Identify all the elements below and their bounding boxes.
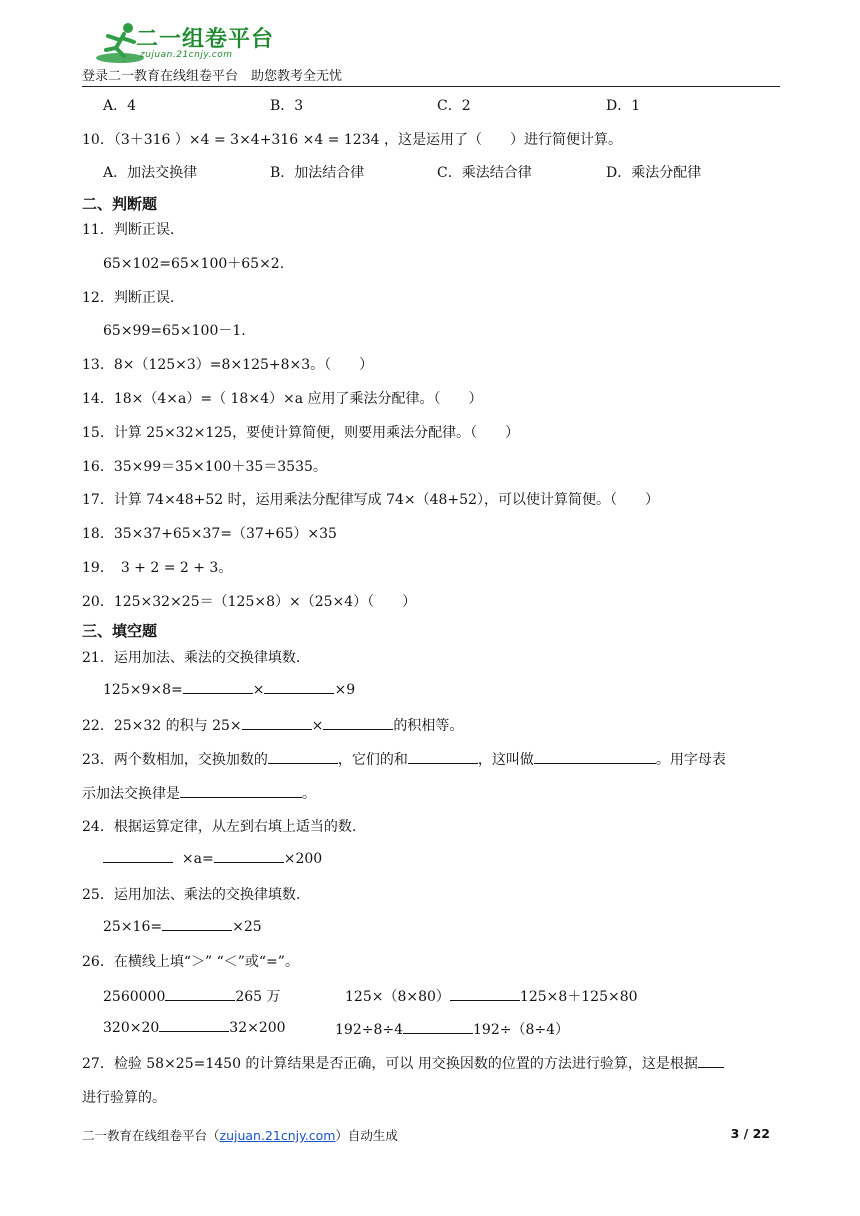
q26-text: 26．在横线上填“＞” “＜”或“=”。	[82, 954, 299, 970]
answer-blank[interactable]	[534, 751, 656, 764]
q10-text: 10．（3＋316 ）×4 = 3×4+316 ×4 = 1234 ，这是运用了（ ）进行简便计算。	[82, 132, 622, 148]
q23-part: 示加法交换律是	[82, 786, 180, 802]
q23-part: 。用字母表	[655, 752, 726, 768]
q21-expression	[103, 681, 355, 698]
page-footer	[82, 1126, 780, 1144]
q15-text: 15．计算 25×32×125，要使计算简便，则要用乘法分配律。（ ）	[82, 425, 520, 441]
answer-blank[interactable]	[165, 988, 235, 1001]
q26-part: 32×200	[229, 1020, 286, 1036]
q23-part: 。	[302, 786, 316, 802]
q18-text: 18．35×37+65×37=（37+65）×35	[82, 526, 337, 542]
q17-text: 17．计算 74×48+52 时，运用乘法分配律写成 74×（48+52），可以使计算简便。（ ）	[82, 492, 659, 508]
answer-blank[interactable]	[162, 918, 232, 931]
q21-part: ×	[252, 682, 265, 698]
q23-part: 23．两个数相加，交换加数的	[82, 752, 268, 768]
header-slogan: 登录二一教育在线组卷平台 助您教考全无忧	[82, 69, 343, 84]
q21-part: ×9	[334, 682, 356, 698]
q12-text: 12．判断正误.	[82, 290, 175, 306]
answer-blank[interactable]	[698, 1055, 724, 1068]
q10-option-c: C．乘法结合律	[437, 165, 532, 181]
q9-option-b: B．3	[270, 98, 304, 114]
q26-item-a	[103, 986, 281, 1006]
logo-text: 二一组卷平台	[136, 27, 275, 52]
q23-part: ，它们的和	[337, 752, 408, 768]
q22-part: 的积相等。	[393, 718, 464, 734]
q10-option-d: D．乘法分配律	[606, 165, 702, 181]
q25-expression	[103, 918, 262, 935]
q20-text: 20．125×32×25＝（125×8）×（25×4）（ ）	[82, 594, 417, 610]
answer-blank[interactable]	[214, 850, 284, 863]
answer-blank[interactable]	[323, 717, 393, 730]
q26-item-b	[345, 986, 638, 1006]
page-header	[82, 14, 780, 87]
q19-text: 19． 3 + 2 = 2 + 3。	[82, 560, 233, 576]
q25-part: 25×16=	[103, 919, 163, 935]
q11-expression: 65×102=65×100＋65×2.	[103, 256, 285, 272]
q26-part: 125×8＋125×80	[519, 989, 638, 1005]
q23-text-cont	[82, 783, 316, 803]
q23-part: ，这叫做	[477, 752, 534, 768]
q14-text: 14．18×（4×a）=（ 18×4）×a 应用了乘法分配律。（ ）	[82, 391, 483, 407]
q24-text: 24．根据运算定律，从左到右填上适当的数.	[82, 819, 357, 835]
answer-blank[interactable]	[403, 1021, 473, 1034]
q23-text	[82, 749, 726, 769]
q21-text: 21．运用加法、乘法的交换律填数.	[82, 650, 301, 666]
section-judgement-heading: 二、判断题	[82, 195, 158, 213]
answer-blank[interactable]	[242, 717, 312, 730]
q9-option-a: A．4	[103, 98, 137, 114]
footer-link[interactable]: zujuan.21cnjy.com	[219, 1128, 336, 1143]
answer-blank[interactable]	[180, 785, 302, 798]
answer-blank[interactable]	[159, 1019, 229, 1032]
logo-subtext: zujuan.21cnjy.com	[140, 50, 233, 60]
q26-part: 192÷8÷4	[335, 1022, 403, 1038]
q27-text	[82, 1053, 724, 1073]
answer-blank[interactable]	[264, 681, 334, 694]
q11-text: 11．判断正误.	[82, 222, 175, 238]
q21-part: 125×9×8=	[103, 682, 183, 698]
answer-blank[interactable]	[450, 988, 520, 1001]
q22-text	[82, 715, 463, 735]
section-fill-heading: 三、填空题	[82, 622, 158, 640]
answer-blank[interactable]	[103, 850, 173, 863]
q10-option-b: B．加法结合律	[270, 165, 365, 181]
q9-option-c: C．2	[437, 98, 471, 114]
q9-option-d: D．1	[606, 98, 641, 114]
q26-part: 2560000	[103, 989, 166, 1005]
answer-blank[interactable]	[408, 751, 478, 764]
q22-part: 22．25×32 的积与 25×	[82, 718, 242, 734]
q22-part: ×	[311, 718, 324, 734]
q26-part: 265 万	[235, 989, 281, 1005]
q26-part: 192÷（8÷4）	[473, 1022, 569, 1038]
answer-blank[interactable]	[183, 681, 253, 694]
q25-part: ×25	[232, 919, 262, 935]
q27-part: 27．检验 58×25=1450 的计算结果是否正确，可以 用交换因数的位置的方法进行验算，这是根据	[82, 1056, 698, 1072]
q24-part: ×200	[283, 851, 323, 867]
answer-blank[interactable]	[268, 751, 338, 764]
q27-text-cont: 进行验算的。	[82, 1090, 166, 1106]
footer-text: 二一教育在线组卷平台（	[82, 1128, 220, 1143]
q24-expression	[103, 850, 322, 867]
footer-text: ）自动生成	[335, 1128, 398, 1143]
q10-option-a: A．加法交换律	[103, 165, 198, 181]
q16-text: 16．35×99＝35×100＋35＝3535。	[82, 459, 327, 475]
q12-expression: 65×99=65×100－1.	[103, 323, 246, 339]
q26-part: 320×20	[103, 1020, 160, 1036]
q24-part: ×a=	[181, 851, 214, 867]
q13-text: 13．8×（125×3）=8×125+8×3。（ ）	[82, 357, 374, 373]
q26-part: 125×（8×80）	[345, 989, 450, 1005]
q26-item-d	[335, 1019, 569, 1039]
page-number: 3 / 22	[730, 1126, 770, 1141]
q26-item-c	[103, 1019, 286, 1036]
q25-text: 25．运用加法、乘法的交换律填数.	[82, 887, 301, 903]
